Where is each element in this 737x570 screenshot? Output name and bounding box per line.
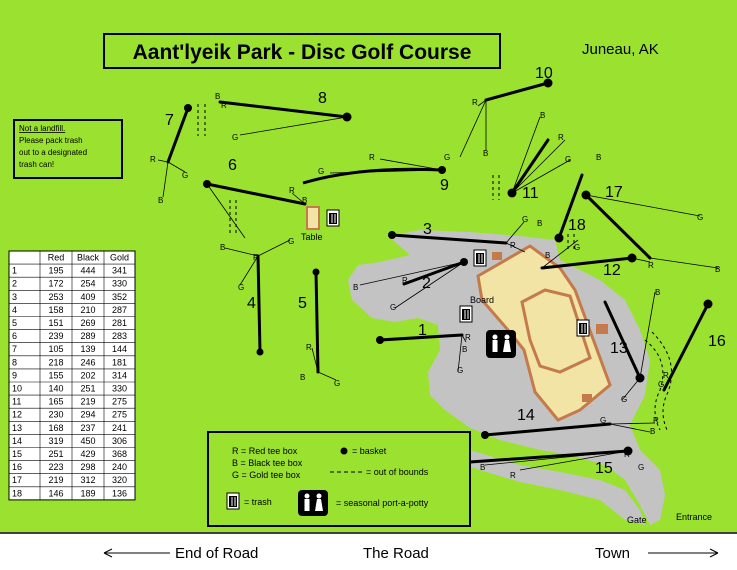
svg-text:G: G bbox=[621, 395, 628, 404]
basket-18 bbox=[555, 234, 564, 243]
distance-table-cell: 409 bbox=[80, 291, 96, 302]
distance-table-cell: 181 bbox=[111, 357, 128, 368]
distance-table-cell: 319 bbox=[48, 435, 64, 446]
svg-text:R: R bbox=[402, 276, 408, 285]
road-right-label: Town bbox=[595, 545, 631, 562]
legend-potty: = seasonal port-a-potty bbox=[336, 498, 429, 508]
distance-table-header: Gold bbox=[109, 252, 130, 263]
distance-table-cell: 254 bbox=[80, 278, 96, 289]
svg-text:G: G bbox=[288, 237, 295, 246]
svg-text:B: B bbox=[158, 196, 164, 205]
distance-table-cell: 253 bbox=[48, 291, 64, 302]
distance-table-cell: 4 bbox=[12, 304, 18, 315]
svg-text:R: R bbox=[510, 471, 516, 480]
svg-text:G: G bbox=[574, 243, 581, 252]
basket-13 bbox=[636, 374, 645, 383]
hole-number-14: 14 bbox=[517, 407, 535, 424]
hole-number-11: 11 bbox=[522, 185, 539, 202]
hole-number-3: 3 bbox=[423, 221, 432, 238]
svg-text:R: R bbox=[150, 155, 156, 164]
distance-table-cell: 158 bbox=[48, 304, 64, 315]
basket-3 bbox=[388, 231, 396, 239]
svg-text:G: G bbox=[638, 463, 645, 472]
hole-number-16: 16 bbox=[708, 333, 726, 350]
distance-table-cell: 341 bbox=[111, 265, 128, 276]
distance-table-cell: 429 bbox=[80, 449, 96, 459]
distance-table-cell: 275 bbox=[111, 409, 128, 420]
basket-1 bbox=[376, 336, 384, 344]
distance-table-cell: 165 bbox=[48, 396, 64, 407]
svg-text:G: G bbox=[232, 133, 239, 142]
svg-text:B: B bbox=[220, 243, 226, 252]
distance-table-cell: 195 bbox=[48, 265, 64, 276]
page-title: Aant'lyeik Park - Disc Golf Course bbox=[132, 41, 472, 64]
distance-table-cell: 136 bbox=[111, 488, 128, 499]
hole-number-9: 9 bbox=[440, 177, 449, 194]
basket-7 bbox=[184, 104, 192, 112]
distance-table-cell: 17 bbox=[12, 475, 23, 486]
basket-16 bbox=[704, 300, 713, 309]
svg-text:R: R bbox=[558, 133, 564, 142]
svg-text:G: G bbox=[565, 155, 572, 164]
basket-12 bbox=[628, 254, 637, 263]
trash-icon bbox=[460, 306, 472, 322]
distance-table-cell: 237 bbox=[80, 422, 96, 433]
port-a-potty-icon bbox=[486, 330, 516, 358]
svg-text:R: R bbox=[306, 343, 312, 352]
svg-text:G: G bbox=[318, 167, 325, 176]
distance-table-cell: 312 bbox=[80, 475, 96, 486]
distance-table-header: Black bbox=[76, 252, 100, 263]
svg-text:B: B bbox=[537, 219, 543, 228]
distance-table-cell: 314 bbox=[111, 370, 128, 381]
distance-table-cell: 219 bbox=[48, 475, 64, 486]
svg-text:B: B bbox=[462, 345, 468, 354]
road-labels bbox=[104, 545, 718, 562]
trash-icon bbox=[577, 320, 589, 336]
distance-table-cell: 239 bbox=[48, 331, 64, 342]
hole-number-17: 17 bbox=[605, 184, 623, 201]
distance-table-cell: 9 bbox=[12, 370, 18, 381]
distance-table-cell: 330 bbox=[111, 383, 128, 394]
distance-table-cell: 246 bbox=[80, 357, 96, 368]
svg-text:G: G bbox=[697, 213, 704, 222]
basket-2 bbox=[460, 258, 468, 266]
svg-text:G: G bbox=[522, 215, 529, 224]
svg-text:R: R bbox=[369, 153, 375, 162]
svg-text:B: B bbox=[655, 288, 661, 297]
distance-table-cell: 8 bbox=[12, 357, 18, 368]
distance-table-cell: 320 bbox=[111, 475, 128, 486]
distance-table-cell: 223 bbox=[48, 462, 64, 473]
basket-4 bbox=[257, 349, 264, 356]
svg-text:B: B bbox=[300, 373, 306, 382]
distance-table-cell: 3 bbox=[12, 291, 18, 302]
hole-number-18: 18 bbox=[568, 217, 586, 234]
entrance-label: Entrance bbox=[676, 512, 713, 522]
distance-table-cell: 240 bbox=[111, 462, 128, 473]
distance-table-cell: 16 bbox=[12, 462, 23, 473]
svg-text:B: B bbox=[596, 153, 602, 162]
distance-table-cell: 287 bbox=[111, 304, 128, 315]
distance-table-cell: 281 bbox=[111, 318, 128, 328]
legend-potty-icon bbox=[298, 490, 328, 516]
distance-table-cell: 444 bbox=[80, 265, 96, 276]
distance-table-cell: 168 bbox=[48, 422, 64, 433]
hole-number-1: 1 bbox=[418, 322, 427, 339]
basket-6 bbox=[203, 180, 211, 188]
svg-text:R: R bbox=[465, 333, 471, 342]
distance-table-cell: 210 bbox=[80, 304, 96, 315]
legend-gold: G = Gold tee box bbox=[232, 470, 301, 480]
svg-text:R: R bbox=[653, 416, 659, 425]
legend-black: B = Black tee box bbox=[232, 458, 303, 468]
distance-table bbox=[9, 251, 135, 500]
svg-text:R: R bbox=[472, 98, 478, 107]
distance-table-cell: 1 bbox=[12, 265, 18, 276]
location-label: Juneau, AK bbox=[582, 41, 659, 58]
picnic-table-icon bbox=[307, 207, 319, 229]
distance-table-cell: 172 bbox=[48, 278, 64, 289]
distance-table-cell: 144 bbox=[111, 344, 128, 355]
distance-table-cell: 450 bbox=[80, 435, 96, 446]
svg-text:B: B bbox=[302, 196, 308, 205]
board-label: Board bbox=[470, 295, 495, 305]
road-left-label: End of Road bbox=[175, 545, 259, 562]
distance-table-cell: 15 bbox=[12, 449, 23, 459]
distance-table-cell: 189 bbox=[80, 488, 96, 499]
distance-table-cell: 283 bbox=[111, 331, 128, 342]
gate-label: Gate bbox=[627, 515, 647, 525]
svg-text:Not a landfill.: Not a landfill. bbox=[19, 124, 66, 133]
distance-table-cell: 298 bbox=[80, 462, 96, 473]
legend-basket: = basket bbox=[352, 446, 387, 456]
trash-icon bbox=[474, 250, 486, 266]
distance-table-cell: 275 bbox=[111, 396, 128, 407]
road-center-label: The Road bbox=[363, 545, 429, 562]
svg-text:B: B bbox=[650, 427, 656, 436]
distance-table-cell: 18 bbox=[12, 488, 23, 499]
basket-14 bbox=[481, 431, 489, 439]
distance-table-header: Red bbox=[47, 252, 65, 263]
distance-table-cell: 251 bbox=[48, 449, 64, 459]
distance-table-cell: 140 bbox=[48, 383, 64, 394]
legend-basket-icon bbox=[341, 448, 348, 455]
distance-table-cell: 330 bbox=[111, 278, 128, 289]
svg-text:G: G bbox=[238, 283, 245, 292]
svg-text:B: B bbox=[215, 92, 221, 101]
table-label: Table bbox=[301, 232, 323, 242]
hole-number-12: 12 bbox=[603, 262, 621, 279]
svg-text:Please pack trash: Please pack trash bbox=[19, 136, 83, 145]
distance-table-cell: 11 bbox=[12, 396, 22, 407]
distance-table-cell: 5 bbox=[12, 318, 18, 328]
hole-number-5: 5 bbox=[298, 295, 307, 312]
basket-5 bbox=[313, 269, 320, 276]
svg-text:G: G bbox=[390, 303, 397, 312]
svg-text:B: B bbox=[540, 111, 546, 120]
distance-table-cell: 251 bbox=[80, 383, 96, 394]
distance-table-cell: 12 bbox=[12, 409, 23, 420]
distance-table-cell: 202 bbox=[80, 370, 96, 381]
trash-icon bbox=[327, 210, 339, 226]
svg-text:R: R bbox=[253, 253, 259, 262]
svg-text:G: G bbox=[182, 171, 189, 180]
svg-text:R: R bbox=[648, 261, 654, 270]
distance-table-cell: 155 bbox=[48, 370, 64, 381]
svg-text:G: G bbox=[600, 416, 607, 425]
svg-text:R: R bbox=[221, 101, 227, 110]
distance-table-cell: 10 bbox=[12, 383, 23, 394]
distance-table-cell: 13 bbox=[12, 422, 23, 433]
distance-table-cell: 306 bbox=[111, 435, 128, 446]
legend-trash: = trash bbox=[244, 497, 272, 507]
fairway-5 bbox=[316, 272, 318, 372]
hole-number-13: 13 bbox=[610, 340, 628, 357]
hole-number-7: 7 bbox=[165, 112, 174, 129]
svg-text:R: R bbox=[510, 241, 516, 250]
svg-text:B: B bbox=[480, 463, 486, 472]
hole-number-8: 8 bbox=[318, 90, 327, 107]
svg-text:G: G bbox=[457, 366, 464, 375]
distance-table-cell: 105 bbox=[48, 344, 64, 355]
distance-table-cell: 230 bbox=[48, 409, 64, 420]
svg-text:trash can!: trash can! bbox=[19, 160, 55, 169]
basket-8 bbox=[343, 113, 352, 122]
distance-table-cell: 241 bbox=[111, 422, 128, 433]
distance-table-cell: 2 bbox=[12, 278, 18, 289]
hole-number-15: 15 bbox=[595, 460, 613, 477]
distance-table-cell: 289 bbox=[80, 331, 96, 342]
distance-table-cell: 139 bbox=[80, 344, 96, 355]
svg-text:B: B bbox=[483, 149, 489, 158]
basket-17 bbox=[582, 191, 591, 200]
distance-table-cell: 14 bbox=[12, 435, 23, 446]
svg-text:out to a designated: out to a designated bbox=[19, 148, 88, 157]
distance-table-cell: 7 bbox=[12, 344, 18, 355]
svg-text:B: B bbox=[545, 251, 551, 260]
distance-table-cell: 352 bbox=[111, 291, 128, 302]
hole-number-2: 2 bbox=[422, 275, 431, 292]
svg-text:B: B bbox=[353, 283, 359, 292]
svg-text:B: B bbox=[715, 265, 721, 274]
distance-table-cell: 6 bbox=[12, 331, 18, 342]
svg-text:G: G bbox=[334, 379, 341, 388]
svg-text:R: R bbox=[624, 450, 630, 459]
distance-table-cell: 269 bbox=[80, 318, 96, 328]
svg-text:R: R bbox=[663, 371, 669, 380]
distance-table-cell: 151 bbox=[48, 318, 64, 328]
legend-oob: = out of bounds bbox=[366, 467, 429, 477]
distance-table-cell: 368 bbox=[111, 449, 128, 459]
hole-number-10: 10 bbox=[535, 65, 553, 82]
svg-text:G: G bbox=[444, 153, 451, 162]
legend-trash-icon bbox=[227, 493, 239, 509]
distance-table-cell: 219 bbox=[80, 396, 96, 407]
legend-red: R = Red tee box bbox=[232, 446, 298, 456]
fairway-4 bbox=[258, 256, 260, 352]
distance-table-cell: 218 bbox=[48, 357, 64, 368]
distance-table-cell: 294 bbox=[80, 409, 96, 420]
basket-9 bbox=[438, 166, 446, 174]
hole-number-6: 6 bbox=[228, 157, 237, 174]
svg-text:G: G bbox=[658, 380, 665, 389]
hole-number-4: 4 bbox=[247, 295, 256, 312]
basket-11 bbox=[508, 189, 517, 198]
distance-table-cell: 146 bbox=[48, 488, 64, 499]
svg-text:R: R bbox=[289, 186, 295, 195]
